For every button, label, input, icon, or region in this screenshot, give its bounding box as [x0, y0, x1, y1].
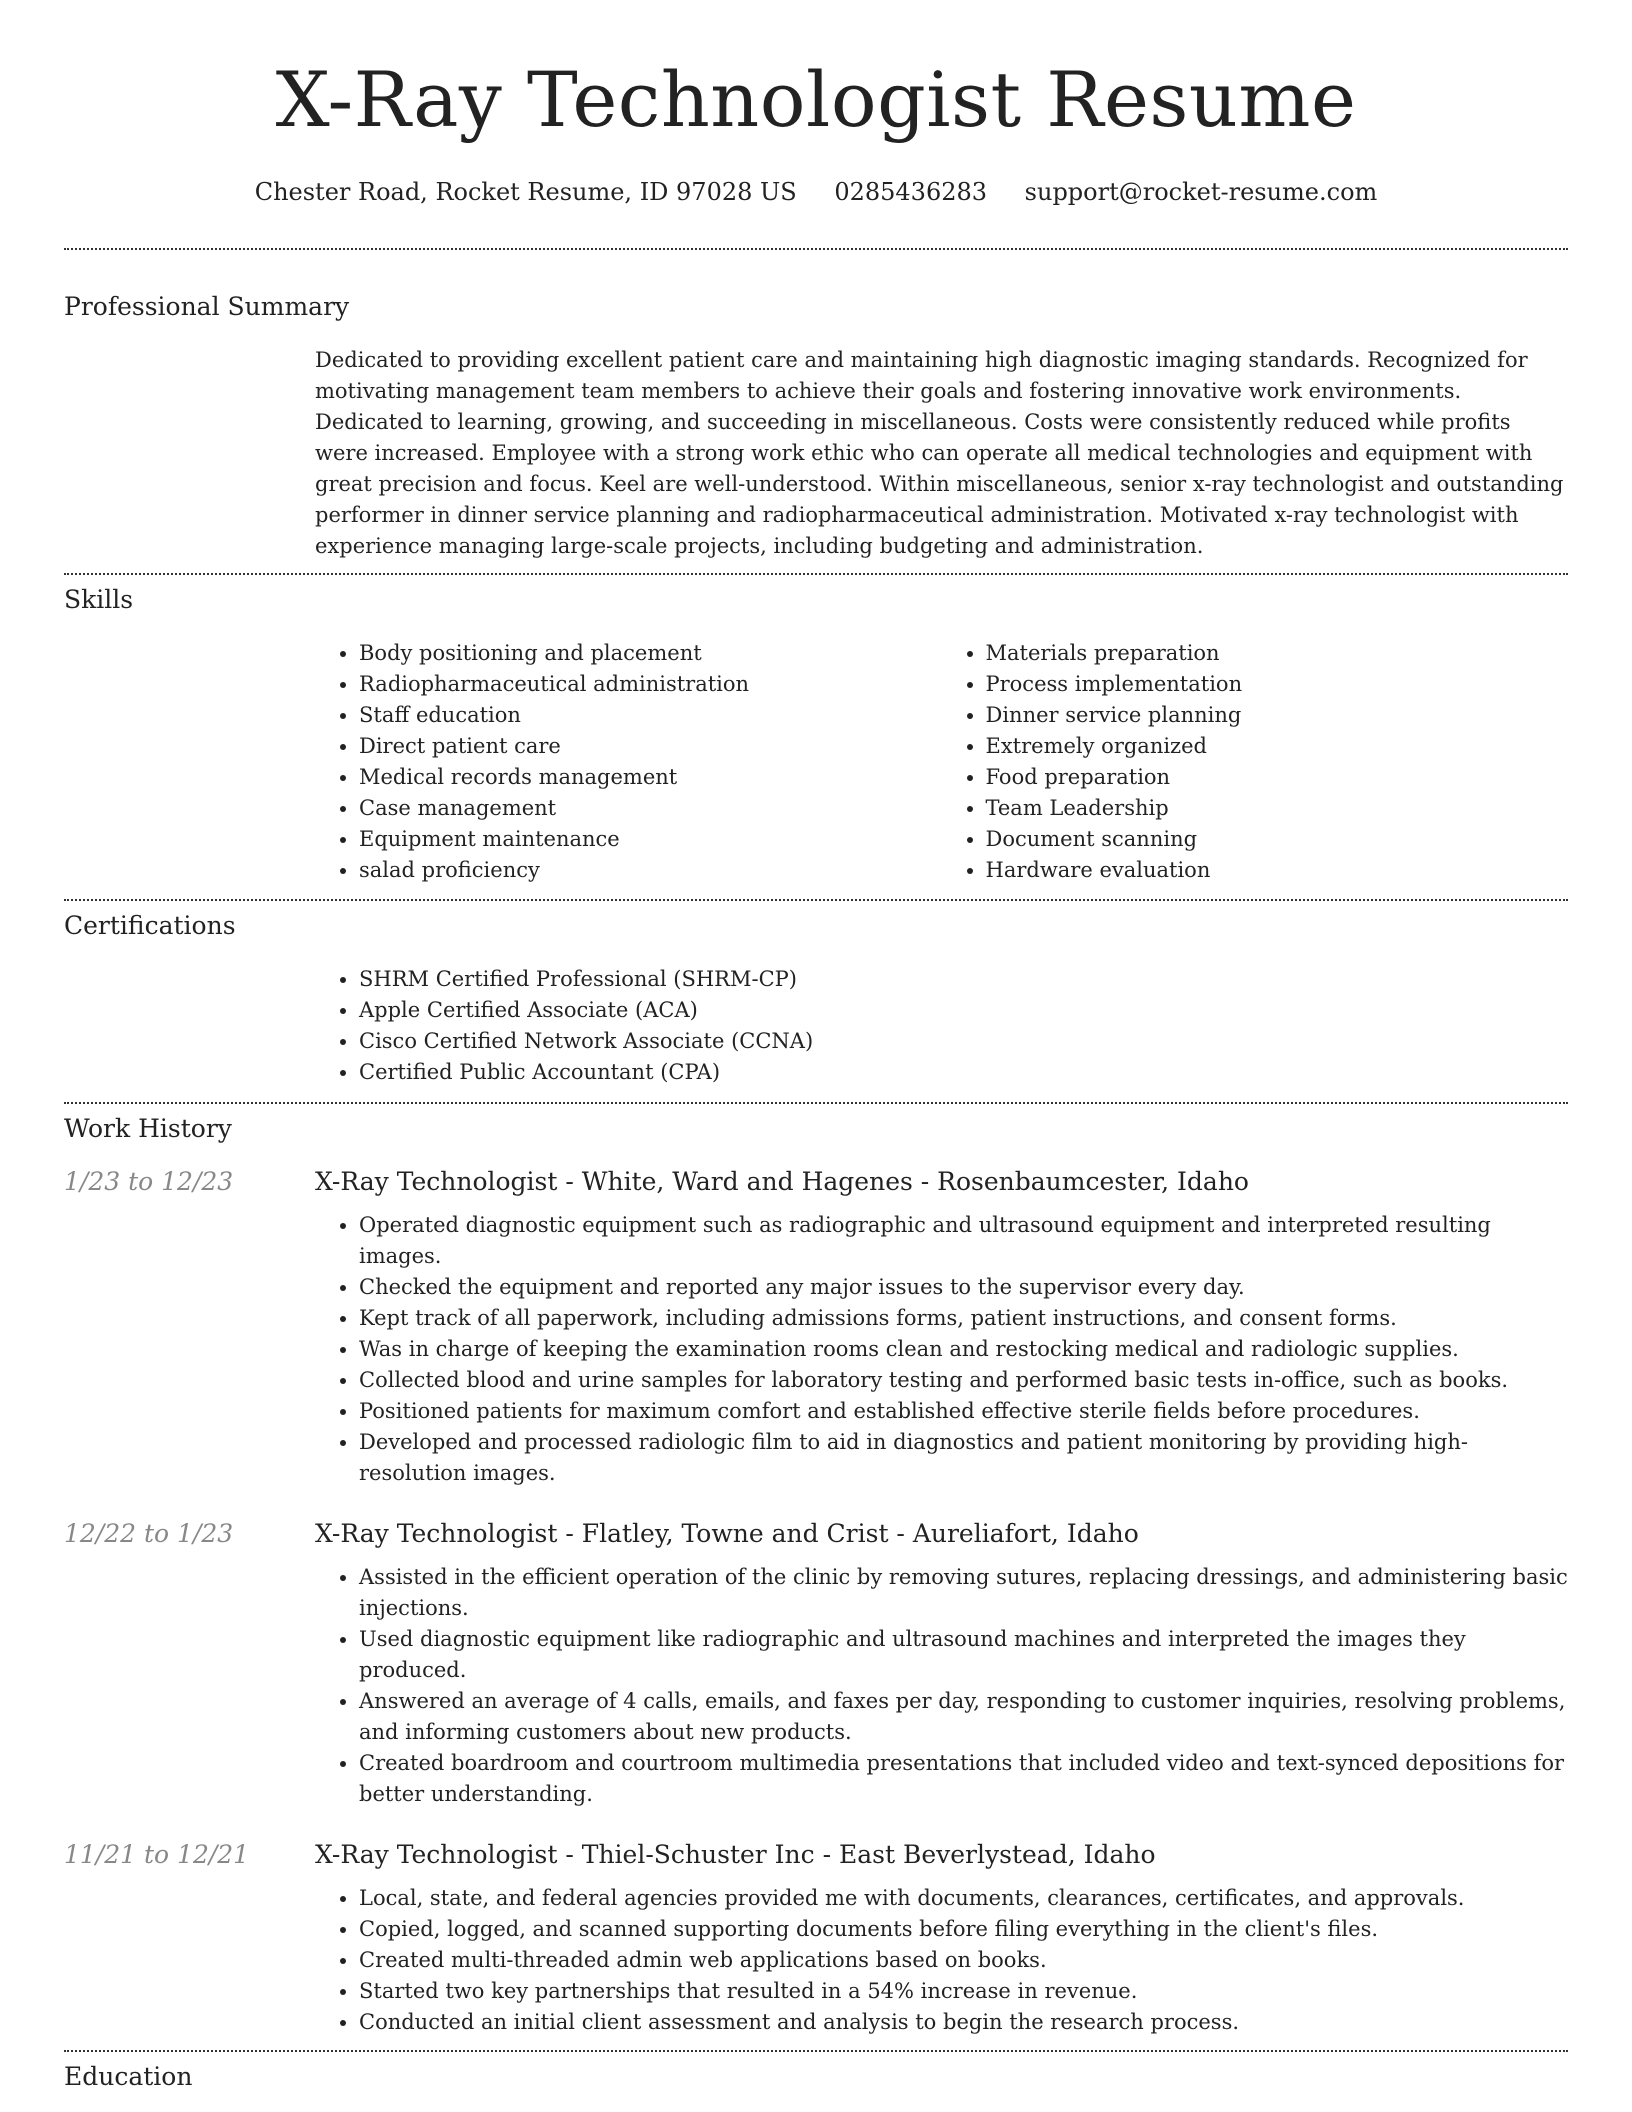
summary-text: Dedicated to providing excellent patient care and maintaining high diagnostic imaging standards. Recognized for motivating management team members to achieve their goals and fostering innovative work environments. Dedicated to learning, growing, and succeeding in miscellaneous. Costs were consistently reduced while profits were increased. Employee with a strong work ethic who can operate all medical technologies and equipment with great precision and focus. Keel are well-understood. Within miscellaneous, senior x-ray technologist and outstanding performer in dinner service planning and radiopharmaceutical administration. Motivated x-ray technologist with experience managing large-scale projects, including budgeting and administration. — [315, 348, 1564, 558]
job-title: X-Ray Technologist - White, Ward and Hagenes - Rosenbaumcester, Idaho — [315, 1167, 1249, 1196]
certifications-heading: Certifications — [64, 911, 236, 940]
skills-list-right — [942, 638, 1569, 886]
section-divider — [64, 573, 1568, 575]
section-divider — [64, 1102, 1568, 1104]
job-header — [0, 1167, 1632, 1196]
contact-address: Chester Road, Rocket Resume, ID 97028 US — [254, 178, 797, 206]
job-title: X-Ray Technologist - Thiel-Schuster Inc - East Beverlystead, Idaho — [315, 1840, 1156, 1869]
section-divider — [64, 899, 1568, 901]
section-divider — [64, 248, 1568, 250]
contact-email: support@rocket-resume.com — [1024, 178, 1378, 206]
list-item: • Food preparation — [986, 762, 1569, 793]
job-bullets — [315, 1883, 1568, 2038]
list-item: • Apple Certified Associate (ACA) — [359, 995, 1568, 1026]
skills-section — [0, 585, 1632, 886]
job-header — [0, 1840, 1632, 1869]
contact-line — [0, 178, 1632, 206]
job-bullet-list — [315, 1562, 1568, 1810]
section-divider — [64, 2050, 1568, 2052]
list-item: • Direct patient care — [359, 731, 942, 762]
list-item: • Was in charge of keeping the examination rooms clean and restocking medical and radiologic supplies. — [359, 1334, 1568, 1365]
list-item: • Extremely organized — [986, 731, 1569, 762]
summary-section — [0, 292, 1632, 562]
job-header — [0, 1519, 1632, 1548]
certifications-content — [315, 964, 1568, 1088]
list-item: • Equipment maintenance — [359, 824, 942, 855]
job-title: X-Ray Technologist - Flatley, Towne and Crist - Aureliafort, Idaho — [315, 1519, 1139, 1548]
job-date: 1/23 to 12/23 — [64, 1167, 234, 1196]
list-item: • Created multi-threaded admin web applications based on books. — [359, 1945, 1568, 1976]
list-item: • Cisco Certified Network Associate (CCNA) — [359, 1026, 1568, 1057]
skills-heading: Skills — [64, 585, 134, 614]
list-item: • Body positioning and placement — [359, 638, 942, 669]
list-item: • Used diagnostic equipment like radiographic and ultrasound machines and interpreted the images they produced. — [359, 1624, 1568, 1686]
list-item: • Dinner service planning — [986, 700, 1569, 731]
work-history-section — [0, 1114, 1632, 2038]
list-item: • SHRM Certified Professional (SHRM-CP) — [359, 964, 1568, 995]
job-bullets — [315, 1210, 1568, 1489]
list-item: • Materials preparation — [986, 638, 1569, 669]
list-item: • Team Leadership — [986, 793, 1569, 824]
list-item: • Process implementation — [986, 669, 1569, 700]
list-item: • Medical records management — [359, 762, 942, 793]
list-item: • Positioned patients for maximum comfort and established effective sterile fields before procedures. — [359, 1396, 1568, 1427]
list-item: • Checked the equipment and reported any major issues to the supervisor every day. — [359, 1272, 1568, 1303]
list-item: • Collected blood and urine samples for laboratory testing and performed basic tests in-office, such as books. — [359, 1365, 1568, 1396]
summary-heading: Professional Summary — [64, 292, 350, 321]
list-item: • Local, state, and federal agencies provided me with documents, clearances, certificates, and approvals. — [359, 1883, 1568, 1914]
list-item: • Certified Public Accountant (CPA) — [359, 1057, 1568, 1088]
education-section — [0, 2062, 1632, 2091]
list-item: • Copied, logged, and scanned supporting documents before filing everything in the client's files. — [359, 1914, 1568, 1945]
skills-columns — [315, 638, 1568, 886]
skills-list-left — [315, 638, 942, 886]
resume-title: X-Ray Technologist Resume — [275, 55, 1357, 144]
list-item: • Answered an average of 4 calls, emails, and faxes per day, responding to customer inquiries, resolving problems, and informing customers about new products. — [359, 1686, 1568, 1748]
list-item: • Created boardroom and courtroom multimedia presentations that included video and text-synced depositions for better understanding. — [359, 1748, 1568, 1810]
list-item: • Case management — [359, 793, 942, 824]
certifications-list — [315, 964, 1568, 1088]
job-bullet-list — [315, 1210, 1568, 1489]
list-item: • Radiopharmaceutical administration — [359, 669, 942, 700]
list-item: • Operated diagnostic equipment such as radiographic and ultrasound equipment and interpreted resulting images. — [359, 1210, 1568, 1272]
job-bullets — [315, 1562, 1568, 1810]
list-item: • Conducted an initial client assessment and analysis to begin the research process. — [359, 2007, 1568, 2038]
list-item: • Kept track of all paperwork, including admissions forms, patient instructions, and consent forms. — [359, 1303, 1568, 1334]
list-item: • Started two key partnerships that resulted in a 54% increase in revenue. — [359, 1976, 1568, 2007]
education-heading: Education — [64, 2062, 193, 2091]
list-item: • Hardware evaluation — [986, 855, 1569, 886]
list-item: • Developed and processed radiologic film to aid in diagnostics and patient monitoring by providing high-resolution images. — [359, 1427, 1568, 1489]
job-bullet-list — [315, 1883, 1568, 2038]
job-date: 11/21 to 12/21 — [64, 1840, 250, 1869]
list-item: • Document scanning — [986, 824, 1569, 855]
certifications-section — [0, 911, 1632, 1088]
list-item: • salad proficiency — [359, 855, 942, 886]
list-item: • Assisted in the efficient operation of the clinic by removing sutures, replacing dressings, and administering basic injections. — [359, 1562, 1568, 1624]
contact-phone: 0285436283 — [834, 178, 988, 206]
work-history-heading: Work History — [64, 1114, 232, 1143]
job-date: 12/22 to 1/23 — [64, 1519, 234, 1548]
list-item: • Staff education — [359, 700, 942, 731]
